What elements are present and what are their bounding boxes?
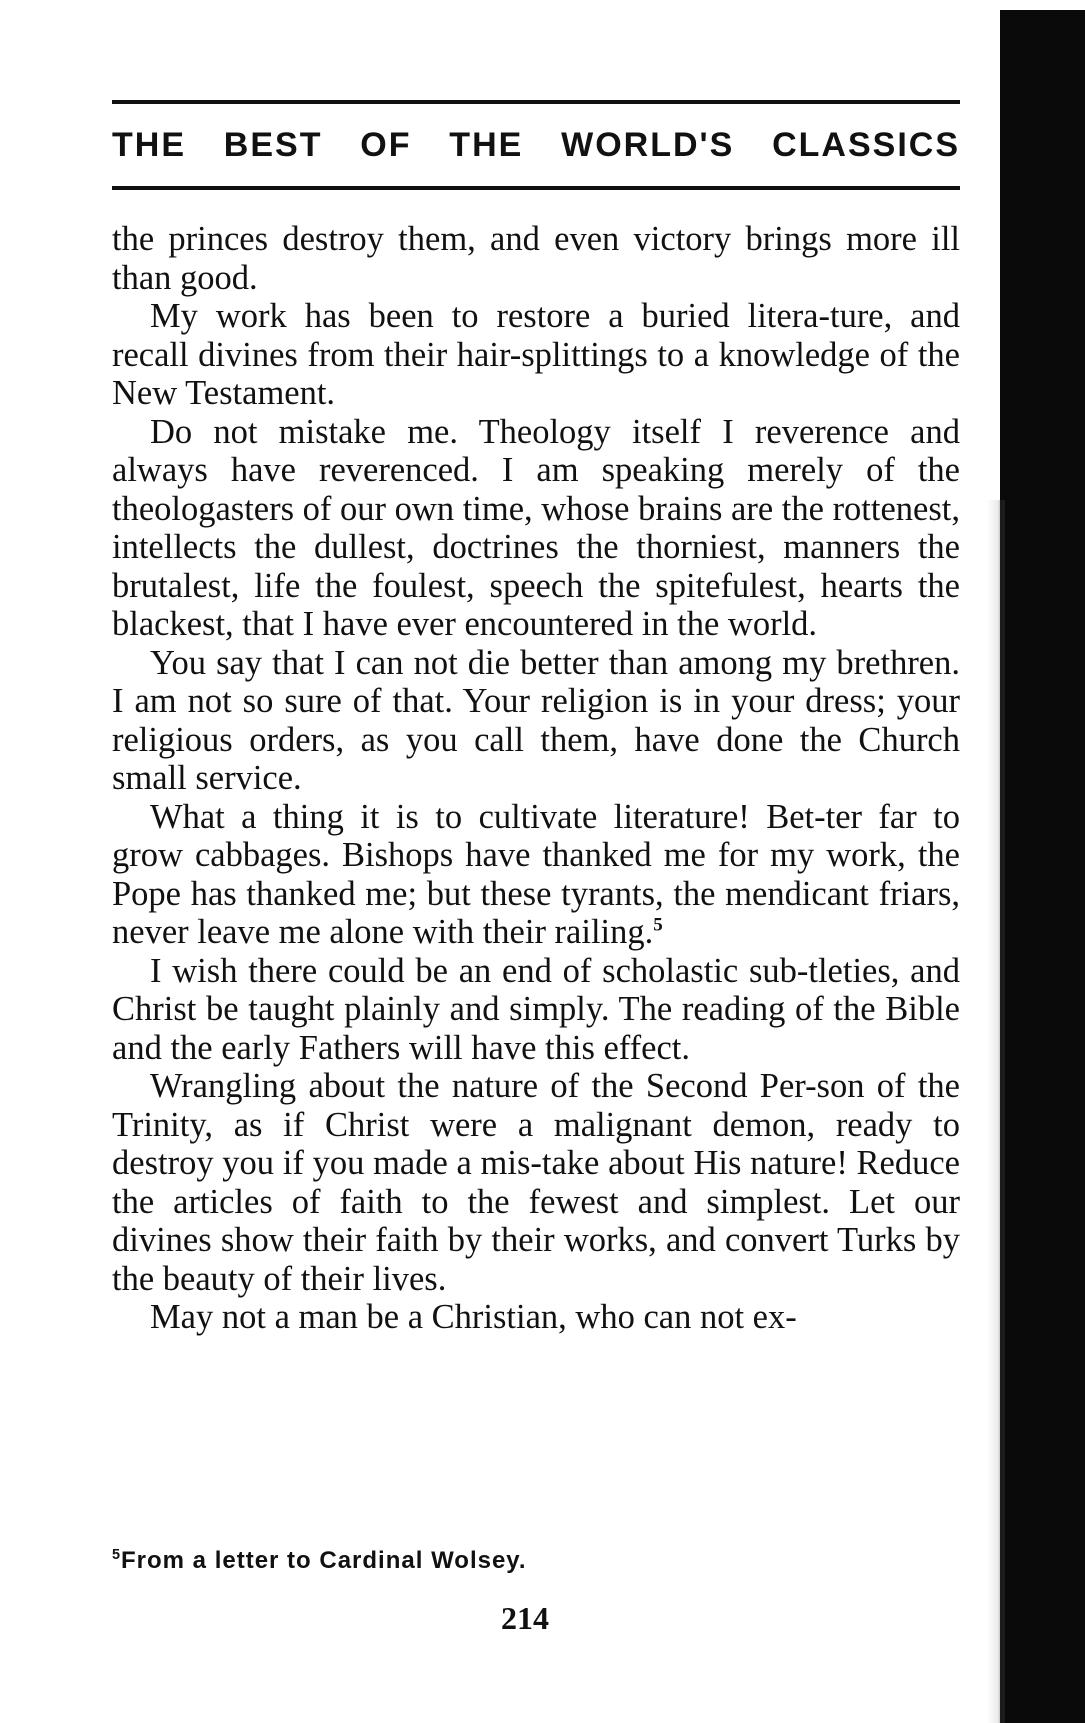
footnote-marker: 5	[112, 1547, 122, 1563]
page-edge-shadow	[1000, 10, 1085, 1723]
footnote-reference[interactable]: 5	[653, 914, 663, 936]
footnote-text: From a letter to Cardinal Wolsey.	[121, 1547, 527, 1574]
footnote	[112, 1547, 960, 1575]
body-text	[112, 220, 960, 1337]
paragraph: You say that I can not die better than among my brethren. I am not so sure of that. Your religion is in your dress; your religious orders, as you call them, have done the Church small service.	[112, 643, 960, 797]
running-head: THE BEST OF THE WORLD'S CLASSICS	[112, 126, 960, 164]
paragraph-text: What a thing it is to cultivate literature! Bet-ter far to grow cabbages. Bishops have thanked me for my work, the Pope has thanked me; but these tyrants, the mendicant friars, never leave me alone with their railing.	[112, 797, 960, 951]
paragraph-continuation: the princes destroy them, and even victory brings more ill than good.	[112, 220, 960, 297]
header-rule-bottom	[112, 186, 960, 190]
page-edge-gradient	[987, 500, 1005, 1723]
paragraph: Do not mistake me. Theology itself I reverence and always have reverenced. I am speaking merely of the theologasters of our own time, whose brains are the rottenest, intellects the dullest, doctrines the thorniest, manners the brutalest, life the foulest, speech the spitefulest, hearts the blackest, that I have ever encountered in the world.	[112, 412, 960, 643]
paragraph: Wrangling about the nature of the Second Per-son of the Trinity, as if Christ were a malignant demon, ready to destroy you if you made a mis-take about His nature! Reduce the articles of faith to the fewest and simplest. Let our divines show their faith by their works, and convert Turks by the beauty of their lives.	[112, 1067, 960, 1298]
header-rule-top	[112, 100, 960, 104]
paragraph-with-footnote	[112, 798, 960, 952]
paragraph: My work has been to restore a buried litera-ture, and recall divines from their hair-splittings to a knowledge of the New Testament.	[112, 297, 960, 412]
paragraph: I wish there could be an end of scholastic sub-tleties, and Christ be taught plainly and simply. The reading of the Bible and the early Fathers will have this effect.	[112, 951, 960, 1067]
page-number: 214	[501, 1600, 549, 1636]
paragraph-truncated: May not a man be a Christian, who can not ex-	[150, 1298, 797, 1336]
